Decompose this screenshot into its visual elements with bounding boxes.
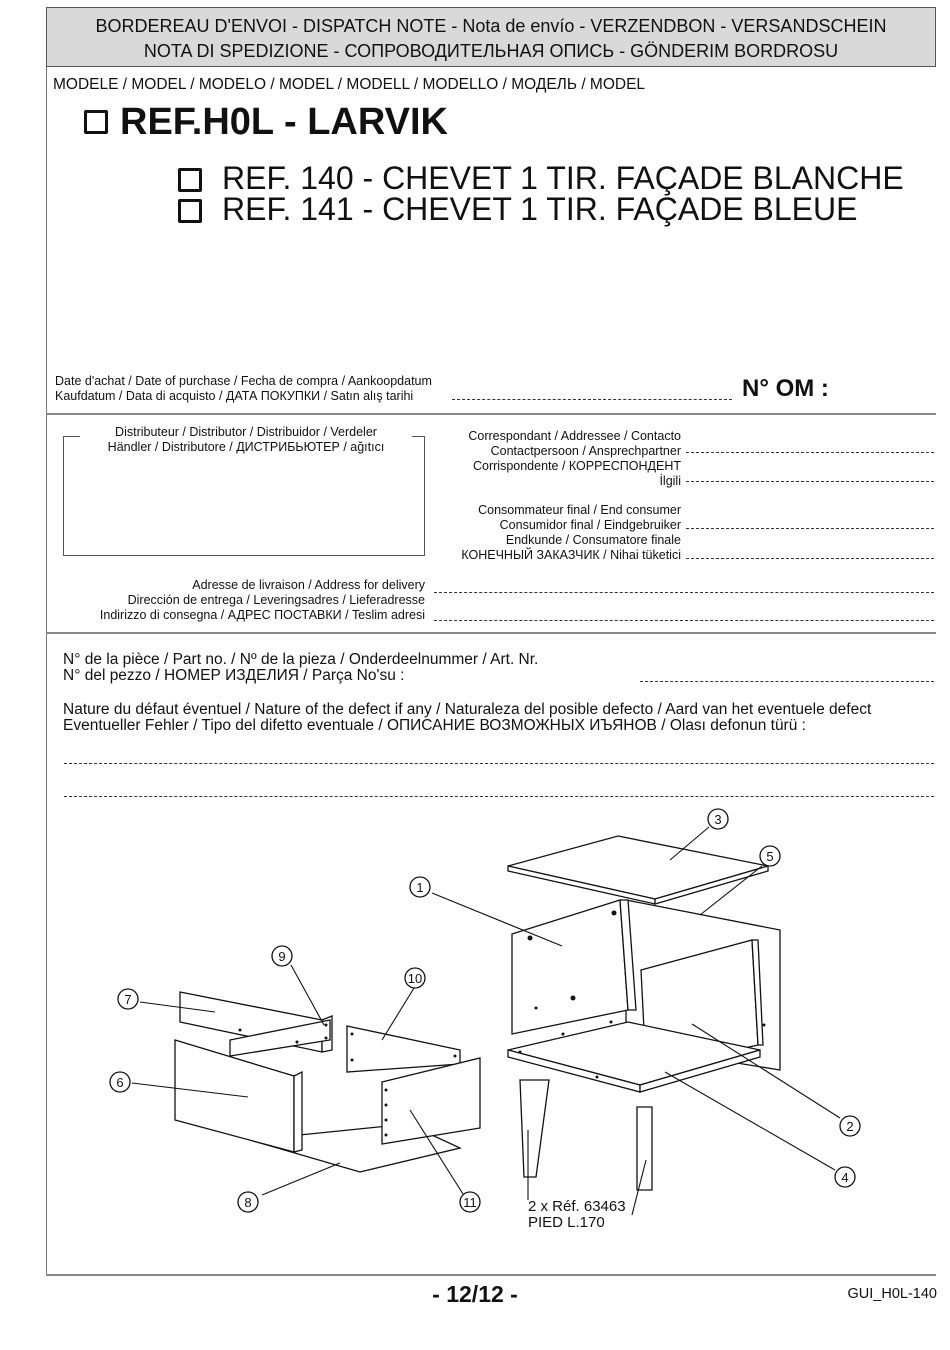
distributor-label-2: Händler / Distributore / ДИСТРИБЬЮТЕР / ağıtıcı [107, 440, 385, 454]
distributor-label-1: Distributeur / Distributor / Distribuidor / Verdeler [115, 425, 377, 439]
om-number-label: N° OM : [742, 375, 829, 402]
purchase-date-label-2: Kaufdatum / Data di acquisto / ДАТА ПОКУПКИ / Satın alış tarihi [55, 389, 414, 403]
callout-2: 2 [846, 1119, 854, 1134]
model-label: MODELE / MODEL / MODELO / MODEL / MODELL / MODELLO / МОДЕЛЬ / MODEL [53, 76, 646, 93]
header-title-line-1: BORDEREAU D'ENVOI - DISPATCH NOTE - Nota de envío - VERZENDBON - VERSANDSCHEIN [95, 16, 887, 36]
callout-5: 5 [766, 849, 774, 864]
defect-label-1: Nature du défaut éventuel / Nature of the defect if any / Naturaleza del posible defecto / Aard van het eventuele defect [63, 701, 872, 718]
part-number-label-1: N° de la pièce / Part no. / Nº de la pieza / Onderdeelnummer / Art. Nr. [63, 651, 539, 668]
callout-8: 8 [244, 1195, 252, 1210]
part-drawer-side-right [382, 1058, 480, 1144]
header-title-line-2: NOTA DI SPEDIZIONE - СОПРОВОДИТЕЛЬНАЯ ОПИСЬ - GÖNDERIM BORDROSU [143, 41, 839, 61]
page-number: - 12/12 - [432, 1281, 518, 1307]
part-number-label-2: N° del pezzo / НОМЕР ИЗДЕЛИЯ / Parça No'su : [63, 667, 405, 684]
ref-141-title: REF. 141 - CHEVET 1 TIR. FAÇADE BLEUE [222, 191, 858, 227]
document-code: GUI_H0L-140 [847, 1286, 937, 1302]
callout-9: 9 [278, 949, 286, 964]
defect-label-2: Eventueller Fehler / Tipo del difetto eventuale / ОПИСАНИЕ ВОЗМОЖНЫХ ИЪЯНОВ / Olası defonun türü : [63, 717, 806, 734]
correspondant-label: Correspondant / Addressee / Contacto Contactpersoon / Ansprechpartner Corrispondente / КОРРЕСПОНДЕНТ İlgili [468, 429, 681, 488]
part-side-panel-left [512, 900, 628, 1034]
ref-140-title: REF. 140 - CHEVET 1 TIR. FAÇADE BLANCHE [222, 160, 904, 196]
callout-10: 10 [407, 971, 423, 986]
part-drawer-front [175, 1040, 294, 1152]
leg-note-1: 2 x Réf. 63463 [528, 1198, 626, 1215]
part-top-panel [508, 836, 768, 899]
part-drawer-side-left [347, 1026, 460, 1072]
callout-3: 3 [714, 812, 722, 827]
delivery-label: Adresse de livraison / Address for delivery Dirección de entrega / Leveringsadres / Lieferadresse Indirizzo di consegna / АДРЕС ПОСТАВКИ / Teslim adresi [99, 578, 425, 622]
purchase-date-label-1: Date d'achat / Date of purchase / Fecha de compra / Aankoopdatum [55, 374, 432, 388]
consumer-label: Consommateur final / End consumer Consumidor final / Eindgebruiker Endkunde / Consumatore finale КОНЕЧНЫЙ ЗАКАЗЧИК / Nihai tüketici [461, 503, 681, 562]
callout-4: 4 [841, 1170, 849, 1185]
ref-main-title: REF.H0L - LARVIK [120, 101, 448, 143]
callout-11: 11 [463, 1195, 477, 1210]
part-leg-2 [637, 1107, 652, 1190]
leg-note-2: PIED L.170 [528, 1214, 605, 1231]
callout-1: 1 [416, 880, 424, 895]
separator-bottom [46, 1274, 936, 1276]
callout-7: 7 [124, 992, 132, 1007]
part-leg-1 [520, 1080, 549, 1177]
callout-6: 6 [116, 1075, 124, 1090]
